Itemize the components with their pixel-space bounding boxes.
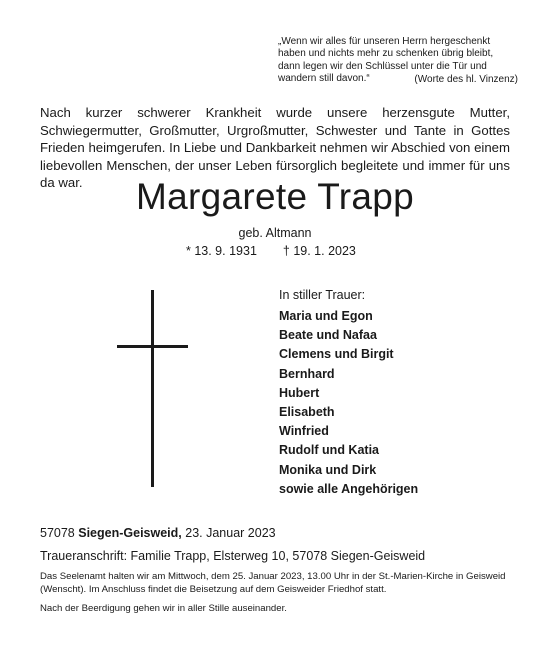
service-info: Das Seelenamt halten wir am Mittwoch, dem 25. Januar 2023, 13.00 Uhr in der St.-Marien-Kirche in Geisweid (Wenscht). Im Anschluss findet die Beisetzung auf dem Geisweider Friedhof statt. (40, 571, 506, 595)
quote-line: dann legen wir den Schlüssel unter die Tür und (278, 60, 487, 72)
notice-date: 23. Januar 2023 (185, 526, 276, 540)
list-item: Clemens und Birgit (279, 347, 394, 362)
mourners-heading: In stiller Trauer: (279, 288, 366, 302)
quote-source: (Worte des hl. Vinzenz) (414, 74, 518, 85)
life-dates (186, 244, 382, 258)
list-item: Bernhard (279, 366, 335, 381)
list-item: Hubert (279, 385, 320, 400)
place-date (40, 526, 276, 540)
list-item: Winfried (279, 424, 329, 439)
list-item: Rudolf und Katia (279, 443, 379, 458)
closing-note: Nach der Beerdigung gehen wir in aller Stille auseinander. (40, 603, 287, 614)
quote-line: haben und nichts mehr zu schenken übrig bleibt, (278, 48, 494, 60)
list-item: Monika und Dirk (279, 462, 377, 477)
death-date: † 19. 1. 2023 (282, 244, 356, 258)
postcode: 57078 (40, 526, 75, 540)
cross-horizontal-bar (117, 345, 188, 348)
list-item: sowie alle Angehörigen (279, 481, 419, 496)
quote-line: „Wenn wir alles für unseren Herrn hergeschenkt (278, 36, 491, 47)
quote-line: wandern still davon.“ (278, 73, 370, 85)
cross-vertical-bar (151, 290, 154, 487)
birth-date: * 13. 9. 1931 (186, 244, 257, 258)
intro-text: Nach kurzer schwerer Krankheit wurde unsere herzensgute Mutter, Schwiegermutter, Großmutter, Urgroßmutter, Schwester und Tante in Gottes Frieden heimgerufen. In Liebe und Dankbarkeit nehmen wir Abschied von einem liebevollen Menschen, der unser Leben fürsorglich begleitete und immer für uns da war. (40, 105, 510, 190)
list-item: Elisabeth (279, 404, 335, 419)
list-item: Maria und Egon (279, 309, 373, 323)
deceased-name: Margarete Trapp (135, 176, 415, 217)
list-item: Beate und Nafaa (279, 328, 377, 343)
mourners-list (279, 288, 418, 499)
mourning-address: Traueranschrift: Familie Trapp, Elsterweg 10, 57078 Siegen-Geisweid (40, 549, 426, 563)
city: Siegen-Geisweid, (78, 526, 182, 540)
birth-name: geb. Altmann (238, 226, 312, 240)
